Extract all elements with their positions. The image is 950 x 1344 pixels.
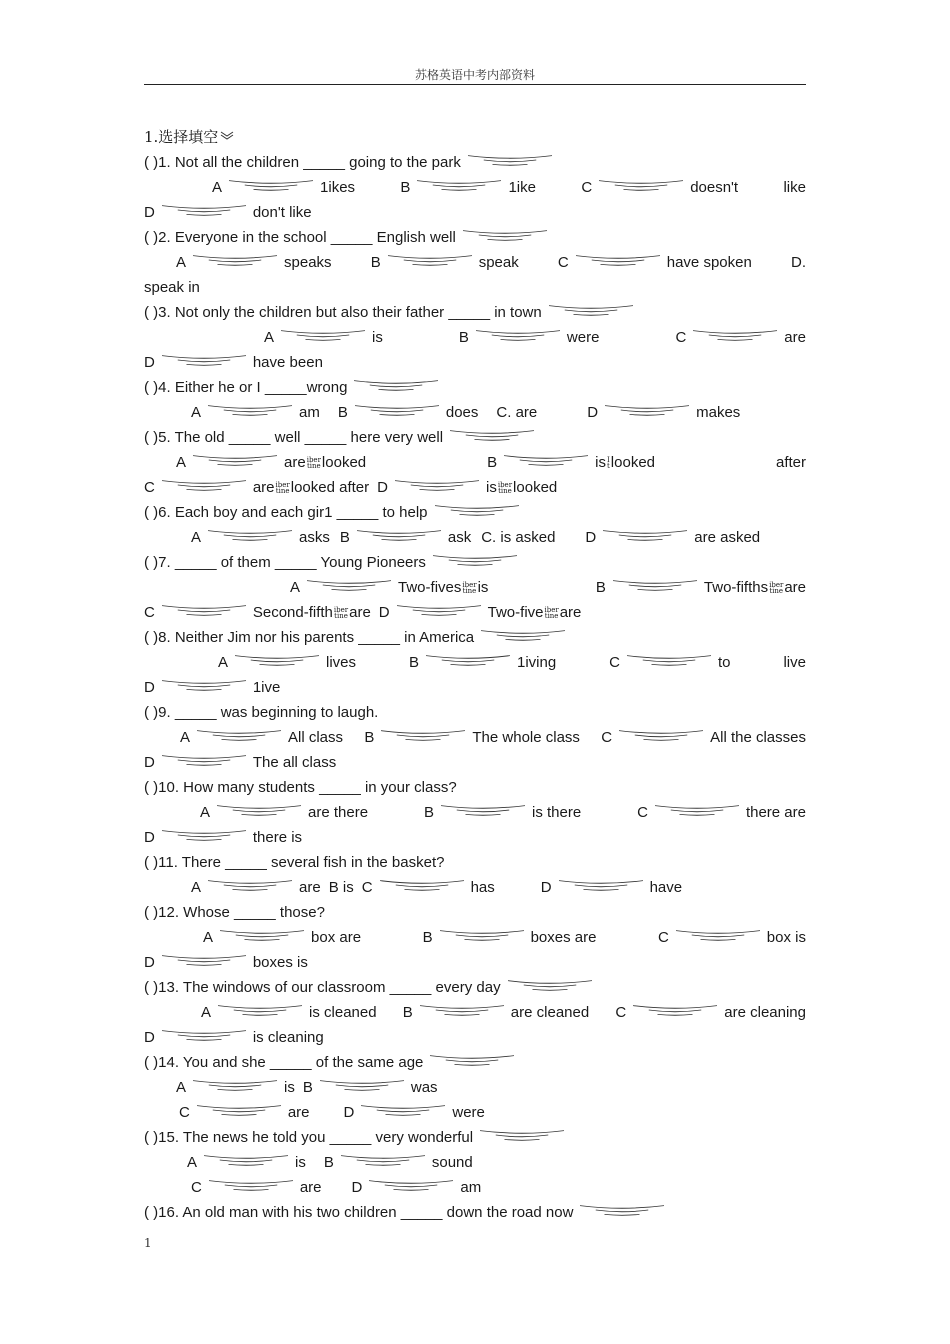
option-text: B is [328, 879, 354, 896]
wave-mark-icon [194, 1103, 284, 1117]
wave-mark-icon [190, 1078, 280, 1092]
option-label: D [587, 404, 599, 421]
wave-mark-icon [624, 653, 714, 667]
wave-mark-icon [217, 928, 307, 942]
question-16 [144, 1200, 806, 1225]
option-label: B [337, 404, 348, 421]
question-3 [144, 300, 806, 325]
option-label: D [378, 604, 390, 621]
option-text: Two-fives [398, 579, 462, 596]
option-text: The whole class [472, 729, 580, 746]
question-text: ( )16. An old man with his two children _____ down the road now [144, 1204, 574, 1221]
liberline-mark-icon: iber tine [497, 480, 513, 495]
question-10-options [144, 800, 806, 825]
question-1-options [144, 175, 806, 200]
option-label: D [144, 204, 155, 221]
wave-mark-icon [596, 178, 686, 192]
wave-mark-icon [505, 978, 595, 992]
wave-mark-icon [610, 578, 700, 592]
question-5 [144, 425, 806, 450]
option-label: A [191, 404, 202, 421]
wave-mark-icon [205, 403, 295, 417]
option-text: C. are [496, 404, 538, 421]
option-label: A [176, 254, 187, 271]
wave-mark-icon [205, 528, 295, 542]
option-label: D [585, 529, 597, 546]
wave-mark-icon [354, 528, 444, 542]
question-5-options [144, 450, 806, 475]
liberline-mark-icon: iber tine [769, 580, 784, 595]
option-text: is [372, 329, 383, 346]
option-label: B [323, 1154, 334, 1171]
wave-mark-icon [378, 728, 468, 742]
wave-mark-icon [460, 228, 550, 242]
option-label: A [191, 879, 202, 896]
wave-mark-icon [190, 453, 280, 467]
option-label: B [370, 254, 381, 271]
question-text: ( )2. Everyone in the school _____ English well [144, 229, 456, 246]
question-text: ( )11. There _____ several fish in the basket? [144, 854, 445, 871]
wave-mark-icon [392, 478, 482, 492]
option-text: sound [431, 1154, 473, 1171]
option-text: have been [252, 354, 323, 371]
wave-mark-icon [159, 828, 249, 842]
liberline-mark-icon: I t [606, 455, 610, 470]
question-1-options-cont [144, 200, 806, 225]
option-text: is [284, 1079, 295, 1096]
wave-mark-icon [616, 728, 706, 742]
option-text: are [784, 579, 806, 596]
wave-mark-icon [232, 653, 322, 667]
question-15-options-cont [144, 1175, 806, 1200]
option-text: am [299, 404, 320, 421]
option-text: C. is asked [481, 529, 556, 546]
wave-mark-icon [430, 553, 520, 567]
option-label: C [191, 1179, 202, 1196]
wave-mark-icon [352, 403, 442, 417]
option-label: C [615, 1004, 627, 1021]
question-12-options-cont [144, 950, 806, 975]
option-label: C [657, 929, 669, 946]
option-label: D [144, 829, 155, 846]
question-13-options [144, 1000, 806, 1025]
wave-mark-icon [190, 253, 280, 267]
liberline-mark-icon: iber tine [306, 455, 321, 470]
wave-mark-icon [438, 803, 528, 817]
option-label: A [203, 929, 214, 946]
option-label: A [176, 454, 187, 471]
option-label: C [361, 879, 373, 896]
option-text: 1ive [252, 679, 281, 696]
question-text: ( )12. Whose _____ those? [144, 904, 325, 921]
liberline-mark-icon: iber tine [333, 605, 349, 620]
option-text: are [349, 604, 371, 621]
option-text: is [295, 1154, 306, 1171]
option-label: D [540, 879, 552, 896]
option-text: were [452, 1104, 485, 1121]
option-label: A [191, 529, 202, 546]
option-text: All the classes [710, 729, 806, 746]
wave-mark-icon [377, 878, 467, 892]
question-5-options-cont [144, 475, 806, 500]
wave-mark-icon [652, 803, 742, 817]
question-9 [144, 700, 806, 725]
option-label: A [180, 729, 191, 746]
question-7 [144, 550, 806, 575]
option-label: B [458, 329, 469, 346]
wave-mark-icon [159, 753, 249, 767]
option-text: speak in [144, 279, 200, 296]
section-title-text: 1.选择填空 [144, 128, 219, 146]
question-7-options-cont [144, 600, 806, 625]
wave-mark-icon [215, 1003, 305, 1017]
wave-mark-icon [366, 1178, 456, 1192]
option-text: are [299, 879, 321, 896]
wave-mark-icon [690, 328, 780, 342]
question-text: ( )5. The old _____ well _____ here very well [144, 429, 444, 446]
wave-mark-icon [278, 328, 368, 342]
option-text: like [783, 179, 806, 196]
option-label: D [144, 354, 155, 371]
liberline-mark-icon: iber tine [462, 580, 477, 595]
option-text: don't like [252, 204, 312, 221]
option-label: C [609, 654, 620, 671]
wave-mark-icon [673, 928, 763, 942]
question-2-options [144, 250, 806, 275]
option-text: are [559, 604, 582, 621]
option-text: are asked [694, 529, 761, 546]
wave-mark-icon [447, 428, 537, 442]
wave-mark-icon [501, 453, 591, 467]
option-text: are [284, 454, 306, 471]
option-label: B [423, 804, 434, 821]
question-11-options [144, 875, 806, 900]
question-12-options [144, 925, 806, 950]
question-3-options [144, 325, 806, 350]
option-label: A [176, 1079, 187, 1096]
question-text: ( )6. Each boy and each gir1 _____ to help [144, 504, 428, 521]
option-text: box are [311, 929, 362, 946]
option-label: D [343, 1104, 355, 1121]
question-14-options-cont [144, 1100, 806, 1125]
wave-mark-icon [437, 928, 527, 942]
question-text: ( )9. _____ was beginning to laugh. [144, 704, 379, 721]
question-10-options-cont [144, 825, 806, 850]
option-text: The all class [252, 754, 337, 771]
option-text: live [783, 654, 806, 671]
question-text: ( )1. Not all the children _____ going to the park [144, 154, 461, 171]
option-text: were [566, 329, 600, 346]
option-text: was [410, 1079, 438, 1096]
wave-mark-icon [159, 603, 249, 617]
option-text: boxes is [252, 954, 308, 971]
question-15-options [144, 1150, 806, 1175]
question-4 [144, 375, 806, 400]
wave-mark-icon [194, 728, 284, 742]
question-text: ( )4. Either he or I _____wrong [144, 379, 348, 396]
option-text: after [775, 454, 806, 471]
option-text: Second-fifth [252, 604, 333, 621]
option-label: C [601, 729, 613, 746]
wave-mark-icon [214, 803, 304, 817]
question-3-options-cont [144, 350, 806, 375]
option-text: looked after [290, 479, 370, 496]
wave-mark-icon [423, 653, 513, 667]
wave-mark-icon [351, 378, 441, 392]
option-label: C [675, 329, 687, 346]
option-text: is cleaned [309, 1004, 377, 1021]
option-label: A [201, 1004, 212, 1021]
wave-mark-icon [414, 178, 504, 192]
option-text: looked [321, 454, 367, 471]
option-label: C [581, 179, 593, 196]
question-6-options [144, 525, 806, 550]
question-8-options [144, 650, 806, 675]
question-9-options [144, 725, 806, 750]
wave-mark-icon [417, 1003, 507, 1017]
question-text: ( )3. Not only the children but also their father _____ in town [144, 304, 542, 321]
option-text: speaks [284, 254, 332, 271]
option-label: C [179, 1104, 190, 1121]
option-text: there are [745, 804, 806, 821]
option-text: looked [610, 454, 655, 471]
question-7-options [144, 575, 806, 600]
option-label: D [144, 954, 155, 971]
option-text: are cleaning [724, 1004, 806, 1021]
wave-mark-icon [477, 1128, 567, 1142]
option-label: D. [790, 254, 806, 271]
question-12 [144, 900, 806, 925]
option-label: C [557, 254, 569, 271]
wave-mark-icon [226, 178, 316, 192]
question-13 [144, 975, 806, 1000]
option-text: does [445, 404, 479, 421]
option-label: D [377, 479, 388, 496]
option-text: looked [513, 479, 558, 496]
option-label: C [144, 604, 155, 621]
wave-mark-icon [159, 678, 249, 692]
option-label: B [422, 929, 433, 946]
question-1 [144, 150, 806, 175]
option-text: have [649, 879, 683, 896]
wave-mark-icon [159, 953, 249, 967]
wave-mark-icon [600, 528, 690, 542]
question-14 [144, 1050, 806, 1075]
wave-mark-icon [427, 1053, 517, 1067]
question-14-options [144, 1075, 806, 1100]
option-text: is [477, 579, 489, 596]
question-8-options-cont [144, 675, 806, 700]
page-number: 1 [144, 1236, 152, 1250]
wave-mark-icon [201, 1153, 291, 1167]
option-label: B [302, 1079, 313, 1096]
option-text: ask [447, 529, 472, 546]
option-label: A [290, 579, 301, 596]
option-label: A [218, 654, 229, 671]
question-15 [144, 1125, 806, 1150]
question-text: ( )14. You and she _____ of the same age [144, 1054, 424, 1071]
question-6 [144, 500, 806, 525]
wave-mark-icon [317, 1078, 407, 1092]
wave-mark-icon [338, 1153, 428, 1167]
wave-mark-icon [159, 1028, 249, 1042]
option-label: C [637, 804, 648, 821]
wave-mark-icon [394, 603, 484, 617]
question-text: ( )7. _____ of them _____ Young Pioneers [144, 554, 426, 571]
wave-mark-icon [546, 303, 636, 317]
option-text: is there [531, 804, 582, 821]
question-4-options [144, 400, 806, 425]
option-text: am [460, 1179, 482, 1196]
option-label: A [264, 329, 275, 346]
option-label: D [144, 679, 155, 696]
option-text: All class [288, 729, 344, 746]
option-label: B [408, 654, 419, 671]
option-text: have spoken [666, 254, 752, 271]
liberline-mark-icon: iber tine [275, 480, 290, 495]
option-label: C [144, 479, 155, 496]
option-text: are [252, 479, 275, 496]
option-text: box is [766, 929, 806, 946]
option-text: is [485, 479, 497, 496]
wave-mark-icon [556, 878, 646, 892]
option-text: is [595, 454, 606, 471]
question-10 [144, 775, 806, 800]
question-text: ( )8. Neither Jim nor his parents _____ in America [144, 629, 475, 646]
option-label: A [200, 804, 211, 821]
wave-mark-icon [577, 1203, 667, 1217]
wave-mark-icon [159, 203, 249, 217]
option-text: has [470, 879, 495, 896]
section-title [144, 125, 806, 150]
question-8 [144, 625, 806, 650]
page-header: 苏格英语中考内部资料 [414, 68, 535, 82]
option-text: 1ike [508, 179, 536, 196]
option-label: B [339, 529, 350, 546]
wave-mark-icon [159, 353, 249, 367]
question-13-options-cont [144, 1025, 806, 1050]
wave-mark-icon [206, 1178, 296, 1192]
question-9-options-cont [144, 750, 806, 775]
question-text: ( )10. How many students _____ in your class? [144, 779, 457, 796]
option-label: B [364, 729, 375, 746]
header-rule [144, 84, 806, 85]
option-text: 1ikes [320, 179, 356, 196]
option-label: A [187, 1154, 198, 1171]
option-label: B [400, 179, 411, 196]
wave-mark-icon [465, 153, 555, 167]
wave-mark-icon [478, 628, 568, 642]
wave-mark-icon [205, 878, 295, 892]
option-label: B [402, 1004, 413, 1021]
option-text: 1iving [517, 654, 557, 671]
option-text: doesn't [690, 179, 739, 196]
option-text: asks [299, 529, 330, 546]
option-text: makes [696, 404, 741, 421]
option-text: are [784, 329, 806, 346]
option-text: boxes are [530, 929, 597, 946]
wave-mark-icon [358, 1103, 448, 1117]
option-text: Two-fifths [703, 579, 769, 596]
option-label: A [212, 179, 223, 196]
document-body [144, 125, 806, 1225]
question-2 [144, 225, 806, 250]
wave-mark-icon [573, 253, 663, 267]
wave-mark-icon [159, 478, 249, 492]
option-label: D [144, 754, 155, 771]
option-text: are [299, 1179, 322, 1196]
option-text: Two-five [487, 604, 544, 621]
question-text: ( )13. The windows of our classroom _____ every day [144, 979, 501, 996]
wave-mark-icon [630, 1003, 720, 1017]
option-label: B [487, 454, 498, 471]
liberline-mark-icon: iber tine [544, 605, 559, 620]
wave-mark-icon [473, 328, 563, 342]
option-text: is cleaning [252, 1029, 324, 1046]
option-label: D [351, 1179, 363, 1196]
option-text: are [287, 1104, 310, 1121]
option-text: speak [478, 254, 519, 271]
question-11 [144, 850, 806, 875]
wave-mark-icon [304, 578, 394, 592]
wave-mark-icon [432, 503, 522, 517]
option-text: are cleaned [510, 1004, 590, 1021]
question-text: ( )15. The news he told you _____ very wonderful [144, 1129, 474, 1146]
option-text: lives [326, 654, 357, 671]
option-label: D [144, 1029, 155, 1046]
option-text: there is [252, 829, 303, 846]
chevron-decoration-icon [220, 130, 234, 140]
wave-mark-icon [385, 253, 475, 267]
option-label: B [595, 579, 606, 596]
option-text: are there [308, 804, 369, 821]
question-2-options-cont [144, 275, 806, 300]
option-text: to [718, 654, 731, 671]
wave-mark-icon [602, 403, 692, 417]
